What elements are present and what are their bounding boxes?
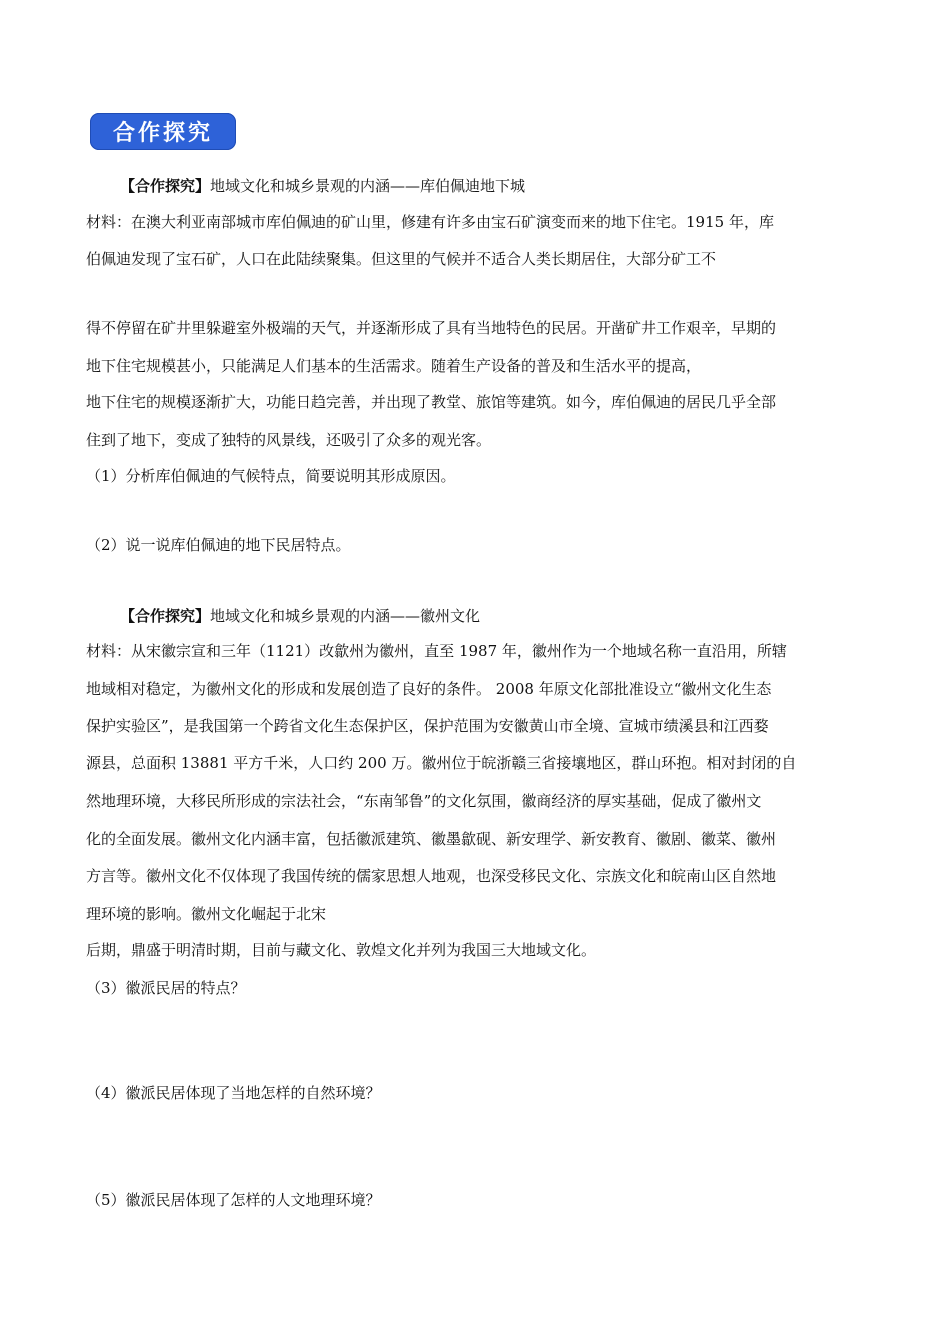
section2-heading-text: 地域文化和城乡景观的内涵——徽州文化 xyxy=(210,607,481,625)
section2-heading xyxy=(120,606,480,626)
section2-line: 化的全面发展。徽州文化内涵丰富，包括徽派建筑、徽墨歙砚、新安理学、新安教育、徽剧、徽菜、徽州 xyxy=(86,830,777,848)
question-2: （2）说一说库伯佩迪的地下民居特点。 xyxy=(86,536,351,554)
section1-line: 地下住宅规模甚小，只能满足人们基本的生活需求。随着生产设备的普及和生活水平的提高， xyxy=(86,357,702,375)
section-badge: 合作探究 xyxy=(90,113,236,150)
section1-line: 地下住宅的规模逐渐扩大，功能日趋完善，并出现了教堂、旅馆等建筑。如今，库伯佩迪的居民几乎全部 xyxy=(86,393,777,411)
question-1: （1）分析库伯佩迪的气候特点，简要说明其形成原因。 xyxy=(86,467,456,485)
section2-line: 后期，鼎盛于明清时期，目前与藏文化、敦煌文化并列为我国三大地域文化。 xyxy=(86,941,597,959)
section1-line: 伯佩迪发现了宝石矿，人口在此陆续聚集。但这里的气候并不适合人类长期居住，大部分矿工不 xyxy=(86,250,717,268)
section1-line: 住到了地下，变成了独特的风景线，还吸引了众多的观光客。 xyxy=(86,431,492,449)
section2-heading-tag: 【合作探究】 xyxy=(120,607,211,625)
section1-heading xyxy=(120,176,525,196)
section2-line: 方言等。徽州文化不仅体现了我国传统的儒家思想人地观，也深受移民文化、宗族文化和皖南山区自然地 xyxy=(86,867,777,885)
section1-line: 得不停留在矿井里躲避室外极端的天气，并逐渐形成了具有当地特色的民居。开凿矿井工作艰辛，早期的 xyxy=(86,319,777,337)
question-4: （4）徽派民居体现了当地怎样的自然环境？ xyxy=(86,1084,381,1102)
section2-line: 地域相对稳定，为徽州文化的形成和发展创造了良好的条件。 2008 年原文化部批准设立“徽州文化生态 xyxy=(86,680,772,698)
section2-line: 保护实验区”，是我国第一个跨省文化生态保护区，保护范围为安徽黄山市全境、宣城市绩溪县和江西婺 xyxy=(86,717,769,735)
section1-line: 材料：在澳大利亚南部城市库伯佩迪的矿山里，修建有许多由宝石矿演变而来的地下住宅。1915 年，库 xyxy=(86,213,774,231)
section2-line: 源县，总面积 13881 平方千米，人口约 200 万。徽州位于皖浙赣三省接壤地区，群山环抱。相对封闭的自 xyxy=(86,754,797,772)
section2-line: 然地理环境，大移民所形成的宗法社会，“东南邹鲁”的文化氛围，徽商经济的厚实基础，促成了徽州文 xyxy=(86,792,762,810)
question-3: （3）徽派民居的特点？ xyxy=(86,979,246,997)
section1-heading-text: 地域文化和城乡景观的内涵——库伯佩迪地下城 xyxy=(210,177,526,195)
section2-line: 材料：从宋徽宗宣和三年（1121）改歙州为徽州，直至 1987 年，徽州作为一个地域名称一直沿用，所辖 xyxy=(86,642,787,660)
section2-line: 理环境的影响。徽州文化崛起于北宋 xyxy=(86,905,327,923)
question-5: （5）徽派民居体现了怎样的人文地理环境？ xyxy=(86,1191,381,1209)
section1-heading-tag: 【合作探究】 xyxy=(120,177,211,195)
